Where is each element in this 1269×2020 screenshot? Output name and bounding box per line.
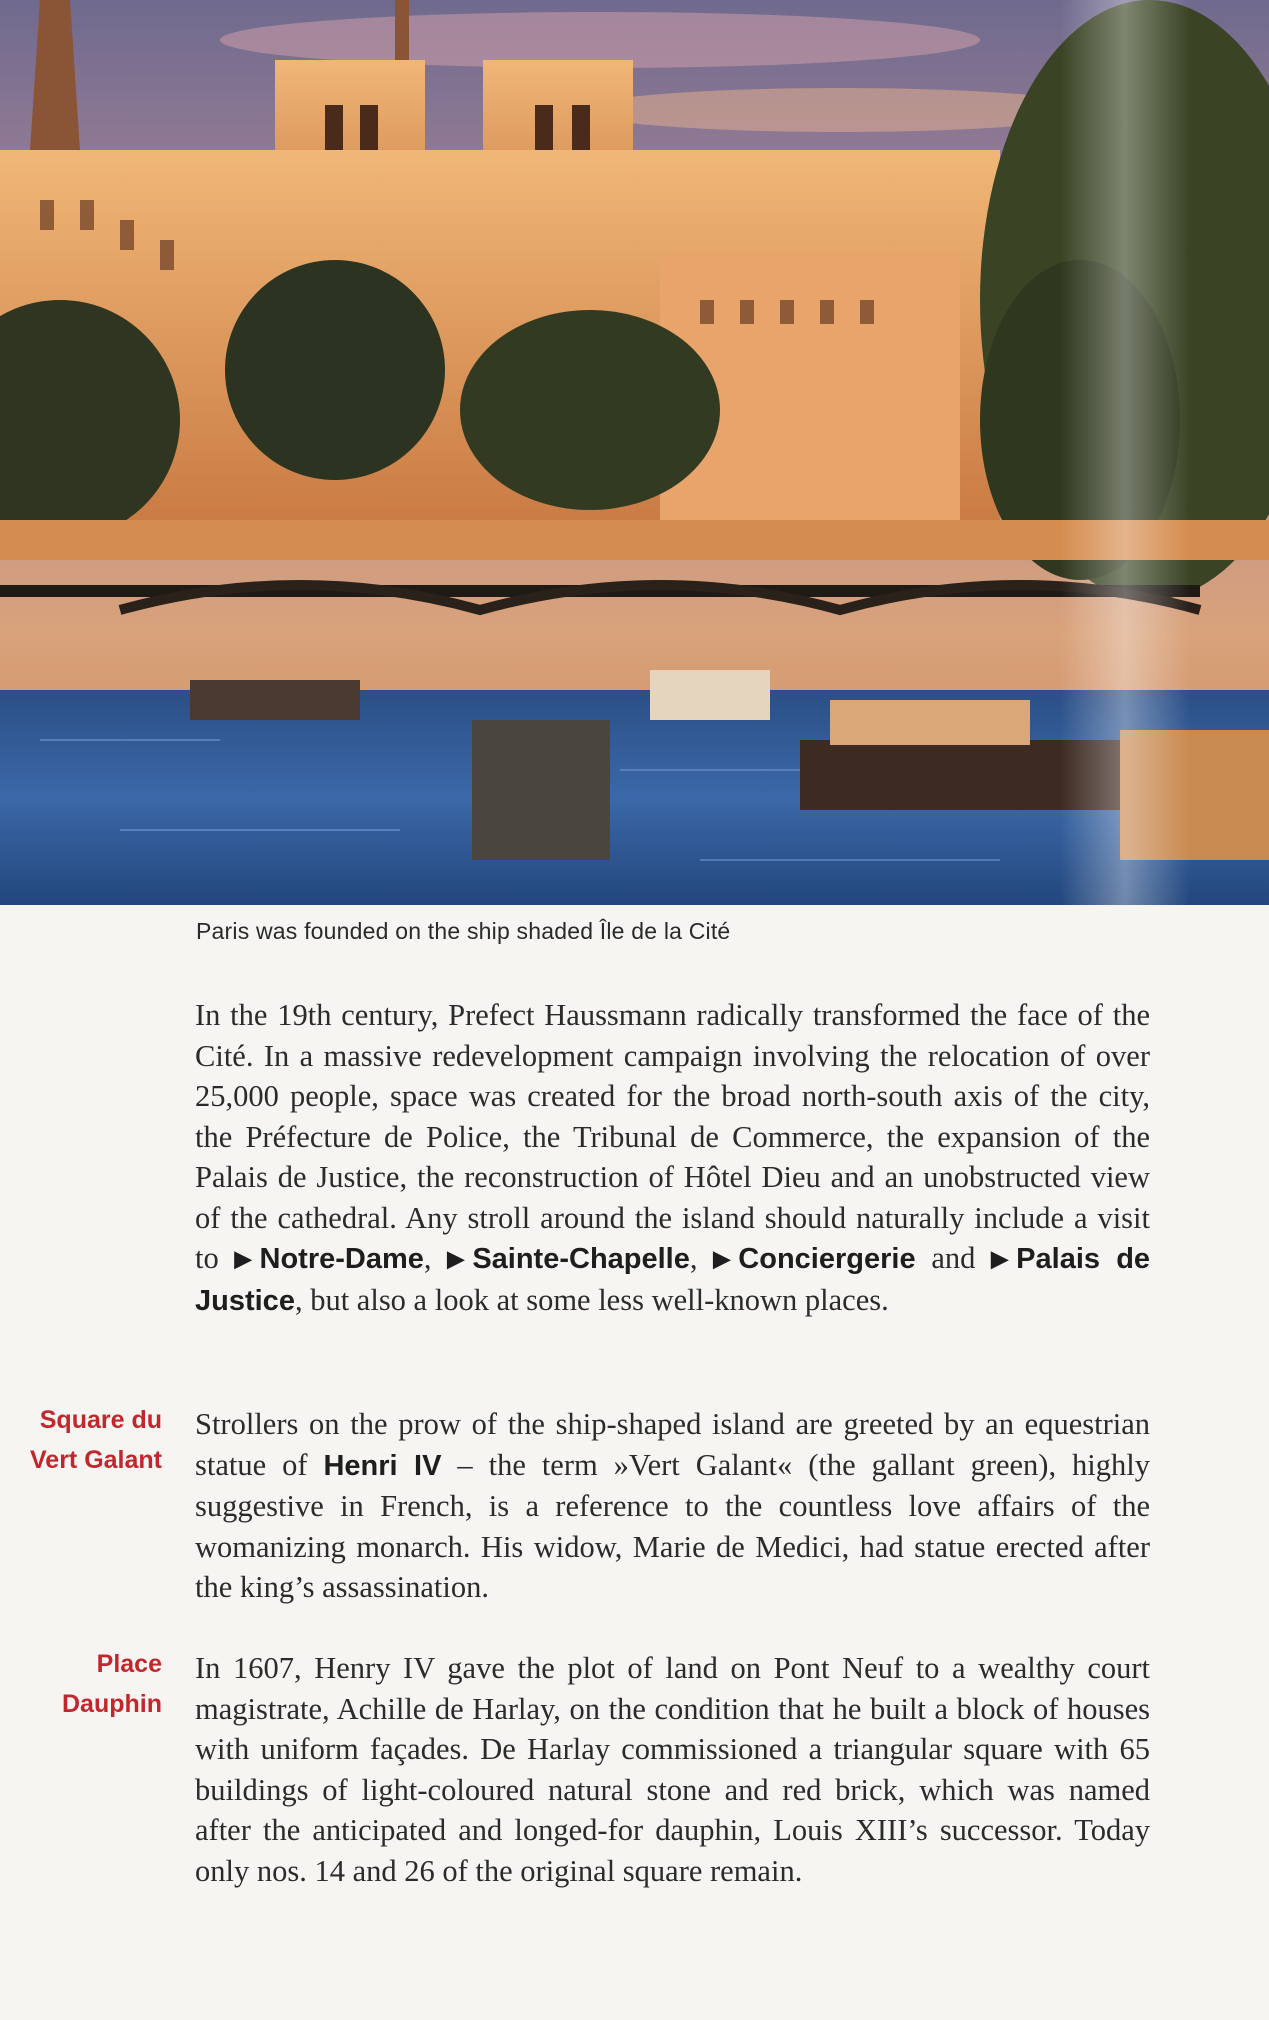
section-place-dauphin: In 1607, Henry IV gave the plot of land on Pont Neuf to a wealthy court magistrate, Achille de Harlay, on the condition that he built a block of houses with uniform façades. De Harlay commissioned a triangular square with 65 buildings of light-coloured natural stone and red brick, which was named after the anticipated and longed-for dauphin, Louis XIII’s successor. Today only nos. 14 and 26 of the original square remain.: [195, 1651, 1150, 1888]
arrow-icon: ▶: [991, 1246, 1017, 1271]
margin-heading-place-dauphin: Place Dauphin: [62, 1650, 162, 1718]
intro-paragraph: In the 19th century, Prefect Haussmann radically transformed the face of the Cité. In a massive redevelopment campaign involving the relocation of over 25,000 people, space was created for the broad north-south axis of the city, the Préfecture de Police, the Tribunal de Commerce, the expansion of the Palais de Justice, the reconstruction of Hôtel Dieu and an unobstructed view of the cathedral. Any stroll around the island should naturally include a visit to ▶Notre-Dame, ▶Sainte-Chapelle, ▶Conciergerie and ▶Palais de Justice, but also a look at some less well-known places.: [195, 998, 1151, 1317]
ref-conciergerie: ▶Conciergerie: [713, 1243, 916, 1275]
highlight-henri-iv: Henri IV: [323, 1449, 442, 1482]
intro-text: In the 19th century, Prefect Haussmann radically transformed the face of the Cité. In a massive redevelopment campaign involving the relocation of over 25,000 people, space was created for the broad north-south axis of the city, the Préfecture de Police, the Tribunal de Commerce, the expansion of the Palais de Justice, the reconstruction of Hôtel Dieu and an unobstructed view of the cathedral. Any stroll around the island should naturally include a visit to: [195, 998, 1150, 1275]
ref-sainte-chapelle: ▶Sainte-Chapelle: [447, 1243, 690, 1275]
ref-palais-de-justice: ▶Palais de Justice: [195, 1243, 1151, 1317]
ref-notre-dame: ▶Notre-Dame: [234, 1243, 424, 1275]
arrow-icon: ▶: [713, 1246, 739, 1271]
paris-photo: [0, 0, 1269, 905]
arrow-icon: ▶: [234, 1246, 260, 1271]
photo-caption: Paris was founded on the ship shaded Île de la Cité: [196, 918, 731, 944]
arrow-icon: ▶: [447, 1246, 473, 1271]
section-square-du-vert-galant: Strollers on the prow of the ship-shaped island are greeted by an equestrian statue of Henri IV – the term »Vert Galant« (the gallant green), highly suggestive in French, is a reference to the countless love affairs of the womanizing monarch. His widow, Marie de Medici, had statue erected after the king’s assassination.: [195, 1407, 1150, 1604]
margin-heading-square-du-vert-galant: Square du Vert Galant: [30, 1406, 162, 1474]
